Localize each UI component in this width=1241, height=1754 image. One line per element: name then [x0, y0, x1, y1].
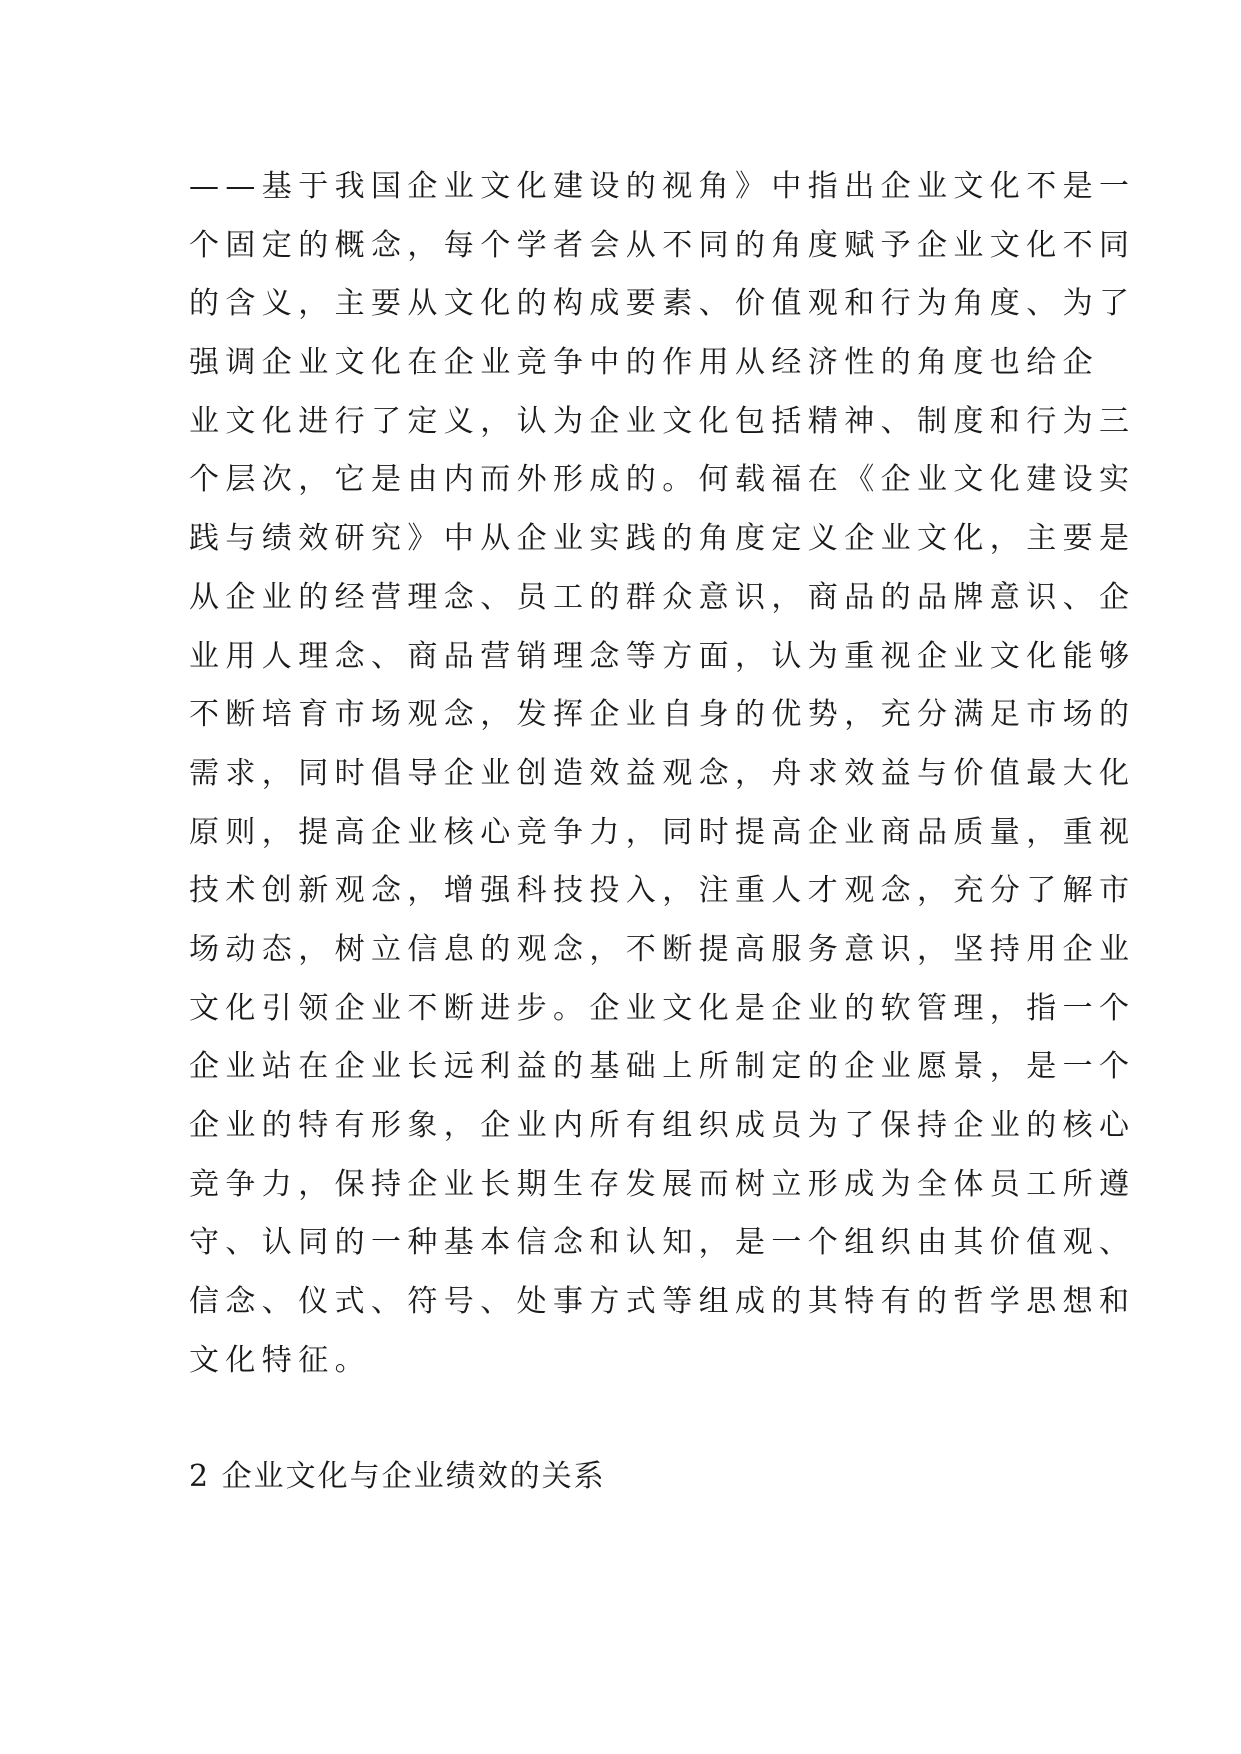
paragraph-line: 场动态，树立信息的观念，不断提高服务意识，坚持用企业 [189, 931, 1136, 967]
paragraph-line: 企业站在企业长远利益的基础上所制定的企业愿景，是一个 [189, 1049, 1136, 1085]
paragraph-line: 文化特征。 [189, 1342, 371, 1378]
paragraph-line: 不断培育市场观念，发挥企业自身的优势，充分满足市场的 [189, 697, 1136, 733]
section-heading: 2 企业文化与企业绩效的关系 [189, 1459, 606, 1494]
paragraph-line: 业文化进行了定义，认为企业文化包括精神、制度和行为三 [189, 403, 1136, 439]
paragraph-line: 业用人理念、商品营销理念等方面，认为重视企业文化能够 [189, 638, 1136, 674]
paragraph-line: 从企业的经营理念、员工的群众意识，商品的品牌意识、企 [189, 579, 1136, 615]
paragraph-line: 强调企业文化在企业竞争中的作用从经济性的角度也给企 [189, 345, 1099, 381]
paragraph-line: 文化引领企业不断进步。企业文化是企业的软管理，指一个 [189, 990, 1136, 1026]
paragraph-line: 企业的特有形象，企业内所有组织成员为了保持企业的核心 [189, 1108, 1136, 1143]
paragraph-line: 需求，同时倡导企业创造效益观念，舟求效益与价值最大化 [189, 755, 1136, 791]
paragraph-line: 原则，提高企业核心竞争力，同时提高企业商品质量，重视 [189, 814, 1136, 850]
paragraph-line: 践与绩效研究》中从企业实践的角度定义企业文化，主要是 [189, 521, 1136, 557]
paragraph-line: 竞争力，保持企业长期生存发展而树立形成为全体员工所遵 [189, 1166, 1136, 1202]
paragraph-line: 的含义，主要从文化的构成要素、价值观和行为角度、为了 [189, 286, 1136, 322]
paragraph-line: 信念、仪式、符号、处事方式等组成的其特有的哲学思想和 [189, 1284, 1136, 1320]
paragraph-line: 技术创新观念，增强科技投入，注重人才观念，充分了解市 [189, 873, 1136, 909]
paragraph-line: 个固定的概念，每个学者会从不同的角度赋予企业文化不同 [189, 227, 1136, 263]
body-paragraph [189, 158, 1136, 1390]
paragraph-line: 个层次，它是由内而外形成的。何载福在《企业文化建设实 [189, 462, 1136, 498]
paragraph-line: 守、认同的一种基本信念和认知，是一个组织由其价值观、 [189, 1225, 1136, 1261]
paragraph-line: ——基于我国企业文化建设的视角》中指出企业文化不是一 [189, 169, 1136, 204]
